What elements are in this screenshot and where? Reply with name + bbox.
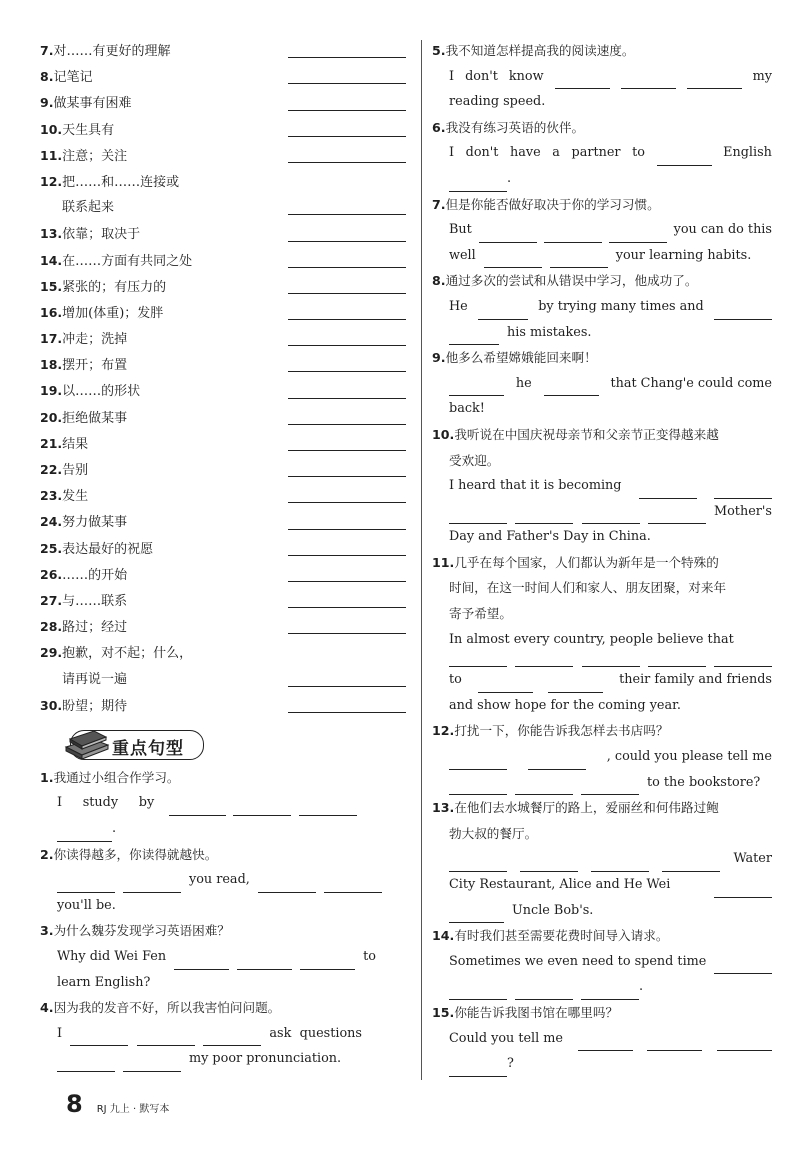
answer-blank[interactable] — [515, 509, 573, 524]
item-number: 1. — [40, 769, 54, 785]
chinese-prompt: 我通过小组合作学习。 — [53, 769, 180, 785]
answer-blank[interactable] — [324, 878, 382, 893]
answer-blank[interactable] — [288, 502, 406, 503]
text: by trying many times and — [538, 298, 704, 314]
text: ask — [269, 1025, 292, 1041]
text: have — [510, 145, 541, 161]
text: to — [449, 672, 462, 688]
text: and show hope for the coming year. — [449, 697, 681, 713]
answer-blank[interactable] — [639, 484, 697, 499]
answer-blank[interactable] — [449, 330, 499, 345]
text: he — [515, 375, 532, 391]
item-number: 26. — [40, 566, 63, 582]
answer-blank[interactable] — [288, 371, 406, 372]
item-number: 13. — [432, 800, 455, 816]
answer-blank[interactable] — [687, 74, 742, 89]
vocab-prompt: 紧张的；有压力的 — [62, 279, 167, 295]
answer-blank[interactable] — [288, 581, 406, 582]
vocab-prompt: 注意；关注 — [62, 148, 128, 164]
item-number: 6. — [432, 119, 446, 135]
vocab-prompt: 与……联系 — [62, 593, 128, 609]
text: ? — [507, 1056, 514, 1072]
chinese-prompt: 几乎在每个国家，人们都认为新年是一个特殊的 — [454, 554, 719, 570]
text: In almost every country, people believe that — [449, 631, 734, 647]
answer-blank[interactable] — [288, 686, 406, 687]
answer-blank[interactable] — [515, 780, 573, 795]
vocab-row — [40, 431, 412, 457]
answer-blank[interactable] — [288, 345, 406, 346]
answer-blank[interactable] — [288, 83, 406, 84]
vocab-prompt: 联系起来 — [62, 200, 115, 216]
text: Day and Father's Day in China. — [449, 529, 651, 545]
text: I — [57, 1025, 63, 1041]
item-number: 2. — [40, 846, 54, 862]
text: well — [449, 247, 476, 263]
text: your learning habits. — [615, 247, 752, 263]
chinese-prompt: 你读得越多，你读得就越快。 — [53, 846, 218, 862]
answer-blank[interactable] — [449, 652, 507, 667]
answer-blank[interactable] — [288, 319, 406, 320]
sentence-11 — [432, 550, 772, 719]
item-number: 14. — [40, 252, 63, 268]
vocab-prompt: 请再说一遍 — [62, 671, 128, 687]
answer-blank[interactable] — [288, 162, 406, 163]
chinese-prompt: 有时我们甚至需要花费时间导入请求。 — [454, 928, 669, 944]
item-number: 20. — [40, 409, 63, 425]
item-number: 7. — [40, 43, 54, 58]
vocab-list — [40, 38, 412, 719]
chinese-prompt: 受欢迎。 — [449, 452, 500, 468]
vocab-row — [40, 640, 412, 666]
answer-blank[interactable] — [647, 1036, 702, 1051]
vocab-row — [40, 221, 412, 247]
vocab-prompt: 盼望；期待 — [62, 698, 128, 714]
answer-blank[interactable] — [449, 177, 507, 192]
answer-blank[interactable] — [288, 712, 406, 713]
vocab-prompt: 路过；经过 — [62, 620, 128, 636]
answer-blank[interactable] — [717, 1036, 772, 1051]
answer-blank[interactable] — [648, 509, 706, 524]
item-number: 16. — [40, 304, 63, 320]
answer-blank[interactable] — [515, 985, 573, 1000]
text: Could you tell me — [449, 1030, 564, 1046]
chinese-prompt: 但是你能否做好取决于你的学习习惯。 — [445, 196, 660, 212]
vocab-prompt: 冲走；洗掉 — [62, 332, 128, 348]
answer-blank[interactable] — [288, 398, 406, 399]
vocab-prompt: 天生具有 — [62, 122, 115, 138]
sentence-5 — [432, 38, 772, 115]
sentence-8 — [432, 268, 772, 345]
vocab-prompt: 表达最好的祝愿 — [62, 541, 154, 557]
answer-blank[interactable] — [550, 253, 608, 268]
vocab-prompt: 增加(体重)；发胖 — [62, 305, 164, 321]
vocab-prompt: 告别 — [62, 463, 89, 478]
vocab-row — [40, 405, 412, 431]
answer-blank[interactable] — [478, 678, 533, 693]
answer-blank[interactable] — [449, 908, 504, 923]
answer-blank[interactable] — [662, 857, 720, 872]
answer-blank[interactable] — [288, 241, 406, 242]
answer-blank[interactable] — [123, 878, 181, 893]
item-number: 18. — [40, 357, 63, 373]
sentence-3 — [40, 918, 412, 995]
answer-blank[interactable] — [288, 555, 406, 556]
item-number: 11. — [40, 147, 63, 163]
text: I heard that it is becoming — [449, 478, 622, 494]
chinese-prompt: 因为我的发音不好，所以我害怕问问题。 — [53, 1000, 281, 1016]
answer-blank[interactable] — [581, 780, 639, 795]
text: Uncle Bob's. — [512, 902, 594, 918]
answer-blank[interactable] — [57, 827, 112, 842]
answer-blank[interactable] — [657, 151, 712, 166]
item-number: 27. — [40, 592, 63, 608]
sentence-1 — [40, 765, 412, 842]
chinese-prompt: 我没有练习英语的伙伴。 — [445, 119, 585, 135]
text: I — [57, 795, 63, 811]
text: . — [112, 821, 117, 837]
answer-blank[interactable] — [57, 878, 115, 893]
answer-blank[interactable] — [300, 955, 355, 970]
item-number: 12. — [40, 173, 63, 189]
sentence-9 — [432, 345, 772, 422]
answer-blank[interactable] — [123, 1057, 181, 1072]
answer-blank[interactable] — [174, 955, 229, 970]
answer-blank[interactable] — [484, 253, 542, 268]
text: learn English? — [57, 974, 151, 990]
item-number: 8. — [432, 273, 446, 289]
answer-blank[interactable] — [258, 878, 316, 893]
left-column — [40, 38, 412, 1072]
answer-blank[interactable] — [288, 450, 406, 451]
text: his mistakes. — [507, 324, 592, 340]
chinese-prompt: 打扰一下，你能告诉我怎样去书店吗？ — [454, 723, 669, 739]
vocab-row — [40, 483, 412, 509]
item-number: 4. — [40, 1000, 54, 1016]
vocab-row-continued — [40, 667, 412, 693]
sentence-6 — [432, 115, 772, 192]
sentence-14 — [432, 923, 772, 1000]
sentence-15 — [432, 1000, 772, 1077]
section-title: 重点句型 — [112, 738, 184, 759]
item-number: 30. — [40, 697, 63, 713]
answer-blank[interactable] — [169, 801, 225, 816]
answer-blank[interactable] — [57, 1057, 115, 1072]
text: He — [449, 298, 468, 314]
chinese-prompt: 时间，在这一时间人们和家人、朋友团聚，对来年 — [449, 580, 727, 596]
item-number: 21. — [40, 435, 63, 451]
item-number: 10. — [40, 121, 63, 137]
item-number: 22. — [40, 462, 63, 477]
item-number: 19. — [40, 383, 63, 399]
vocab-row — [40, 169, 412, 195]
vocab-row — [40, 378, 412, 404]
answer-blank[interactable] — [578, 1036, 633, 1051]
vocab-row — [40, 274, 412, 300]
answer-blank[interactable] — [515, 652, 573, 667]
answer-blank[interactable] — [582, 509, 640, 524]
vocab-row — [40, 300, 412, 326]
text: that Chang'e could come — [610, 375, 772, 391]
text: . — [639, 979, 644, 995]
item-number: 15. — [432, 1004, 455, 1020]
answer-blank[interactable] — [288, 57, 406, 58]
text: questions — [299, 1025, 362, 1041]
answer-blank[interactable] — [714, 652, 772, 667]
vocab-row — [40, 117, 412, 143]
answer-blank[interactable] — [288, 607, 406, 608]
books-icon — [62, 725, 112, 761]
text: to — [632, 145, 645, 161]
text: reading speed. — [449, 94, 546, 110]
answer-blank[interactable] — [449, 1062, 507, 1077]
chinese-prompt: 我不知道怎样提高我的阅读速度。 — [445, 43, 635, 58]
section-header — [40, 723, 412, 765]
text: a — [552, 145, 560, 161]
answer-blank[interactable] — [591, 857, 649, 872]
vocab-row — [40, 614, 412, 640]
text: . — [507, 170, 512, 186]
text: don't — [465, 145, 499, 161]
vocab-row — [40, 562, 412, 588]
text: their family and friends — [619, 672, 772, 688]
sentence-2 — [40, 842, 412, 919]
text: English — [723, 145, 772, 161]
vocab-row — [40, 457, 412, 483]
vocab-row — [40, 248, 412, 274]
text: to — [363, 949, 376, 965]
item-number: 29. — [40, 645, 63, 661]
vocab-row — [40, 38, 412, 64]
chinese-prompt: 我听说在中国庆祝母亲节和父亲节正变得越来越 — [454, 426, 719, 442]
text: Water — [733, 851, 772, 867]
chinese-prompt: 在他们去水城餐厅的路上，爱丽丝和何伟路过鲍 — [454, 800, 719, 816]
sentence-10 — [432, 422, 772, 550]
answer-blank[interactable] — [714, 959, 772, 974]
vocab-row — [40, 693, 412, 719]
item-number: 5. — [432, 43, 446, 58]
item-number: 12. — [432, 723, 455, 739]
item-number: 25. — [40, 540, 63, 556]
answer-blank[interactable] — [288, 136, 406, 137]
footer-label: RJ 九上 · 默写本 — [96, 1104, 170, 1115]
answer-blank[interactable] — [288, 476, 406, 477]
answer-blank[interactable] — [582, 652, 640, 667]
text: I — [449, 68, 455, 84]
text: But — [449, 222, 472, 238]
vocab-prompt: 依靠；取决于 — [62, 227, 141, 243]
vocab-row — [40, 509, 412, 535]
answer-blank[interactable] — [478, 305, 528, 320]
vocab-prompt: ……的开始 — [62, 567, 128, 583]
item-number: 3. — [40, 923, 54, 939]
answer-blank[interactable] — [581, 985, 639, 1000]
answer-blank[interactable] — [449, 509, 507, 524]
answer-blank[interactable] — [70, 1031, 128, 1046]
text: don't — [465, 68, 498, 84]
item-number: 15. — [40, 278, 63, 294]
answer-blank[interactable] — [648, 652, 706, 667]
chinese-prompt: 通过多次的尝试和从错误中学习，他成功了。 — [445, 273, 698, 289]
item-number: 8. — [40, 69, 54, 85]
vocab-prompt: 以……的形状 — [62, 384, 141, 400]
vocab-prompt: 抱歉，对不起；什么， — [62, 646, 193, 662]
vocab-row — [40, 352, 412, 378]
text: by — [138, 795, 155, 811]
chinese-prompt: 你能告诉我图书馆在哪里吗？ — [454, 1004, 619, 1020]
answer-blank[interactable] — [548, 678, 603, 693]
vocab-prompt: 结果 — [62, 436, 89, 452]
answer-blank[interactable] — [449, 857, 507, 872]
vocab-row — [40, 588, 412, 614]
text: Why did Wei Fen — [57, 949, 167, 965]
column-divider — [421, 40, 422, 1080]
item-number: 9. — [40, 95, 54, 111]
sentence-7 — [432, 192, 772, 269]
answer-blank[interactable] — [288, 110, 406, 111]
answer-blank[interactable] — [288, 633, 406, 634]
vocab-prompt: 做某事有困难 — [53, 96, 132, 112]
vocab-prompt: 把……和……连接或 — [62, 174, 180, 190]
answer-blank[interactable] — [288, 529, 406, 530]
vocab-row — [40, 536, 412, 562]
answer-blank[interactable] — [714, 484, 772, 499]
answer-blank[interactable] — [449, 755, 507, 770]
vocab-prompt: 努力做某事 — [62, 515, 128, 531]
item-number: 9. — [432, 350, 446, 366]
answer-blank[interactable] — [621, 74, 676, 89]
answer-blank[interactable] — [479, 228, 537, 243]
answer-blank[interactable] — [288, 293, 406, 294]
answer-blank[interactable] — [544, 381, 599, 396]
vocab-prompt: 拒绝做某事 — [62, 410, 128, 426]
answer-blank[interactable] — [449, 381, 504, 396]
text: to the bookstore? — [647, 774, 761, 790]
vocab-row — [40, 64, 412, 90]
answer-blank[interactable] — [714, 883, 772, 898]
page-footer — [66, 1090, 169, 1118]
vocab-row-continued — [40, 195, 412, 221]
answer-blank[interactable] — [714, 305, 772, 320]
sentence-4 — [40, 995, 412, 1072]
page-number: 8 — [66, 1090, 83, 1118]
answer-blank[interactable] — [449, 780, 507, 795]
vocab-prompt: 摆开；布置 — [62, 358, 128, 374]
item-number: 10. — [432, 426, 455, 442]
answer-blank[interactable] — [544, 228, 602, 243]
item-number: 7. — [432, 196, 446, 212]
answer-blank[interactable] — [288, 214, 406, 215]
chinese-prompt: 寄予希望。 — [449, 606, 512, 622]
text: Sometimes we even need to spend time — [449, 953, 707, 969]
vocab-row — [40, 143, 412, 169]
text: back! — [449, 401, 485, 417]
vocab-row — [40, 90, 412, 116]
sentence-12 — [432, 718, 772, 795]
answer-blank[interactable] — [520, 857, 578, 872]
answer-blank[interactable] — [299, 801, 357, 816]
answer-blank[interactable] — [449, 985, 507, 1000]
vocab-prompt: 在……方面有共同之处 — [62, 253, 193, 269]
item-number: 24. — [40, 514, 63, 530]
chinese-prompt: 他多么希望嫦娥能回来啊！ — [445, 350, 597, 366]
text: I — [449, 145, 455, 161]
right-column — [432, 38, 772, 1077]
vocab-prompt: 发生 — [62, 489, 89, 505]
vocab-prompt: 对……有更好的理解 — [53, 44, 171, 59]
text: City Restaurant, Alice and He Wei — [449, 877, 671, 892]
answer-blank[interactable] — [203, 1031, 261, 1046]
chinese-prompt: 勃大叔的餐厅。 — [449, 825, 538, 841]
sentence-13 — [432, 795, 772, 923]
text: partner — [571, 145, 621, 161]
item-number: 23. — [40, 488, 63, 504]
answer-blank[interactable] — [237, 955, 292, 970]
item-number: 17. — [40, 331, 63, 347]
answer-blank[interactable] — [137, 1031, 195, 1046]
text: my poor pronunciation. — [189, 1051, 342, 1067]
text: you can do this — [673, 222, 772, 238]
text: , could you please tell me — [606, 749, 772, 765]
vocab-prompt: 记笔记 — [53, 70, 93, 86]
answer-blank[interactable] — [288, 267, 406, 268]
item-number: 11. — [432, 554, 455, 570]
text: study — [82, 795, 119, 811]
item-number: 13. — [40, 226, 63, 242]
text: you read, — [189, 872, 250, 888]
answer-blank[interactable] — [233, 801, 291, 816]
answer-blank[interactable] — [555, 74, 610, 89]
item-number: 28. — [40, 619, 63, 635]
answer-blank[interactable] — [609, 228, 667, 243]
text: my — [752, 68, 772, 84]
item-number: 14. — [432, 928, 455, 944]
text: Mother's — [714, 503, 772, 519]
answer-blank[interactable] — [288, 424, 406, 425]
text: know — [508, 68, 544, 84]
chinese-prompt: 为什么魏芬发现学习英语困难？ — [53, 923, 230, 939]
answer-blank[interactable] — [528, 755, 586, 770]
text: you'll be. — [57, 897, 116, 913]
vocab-row — [40, 326, 412, 352]
